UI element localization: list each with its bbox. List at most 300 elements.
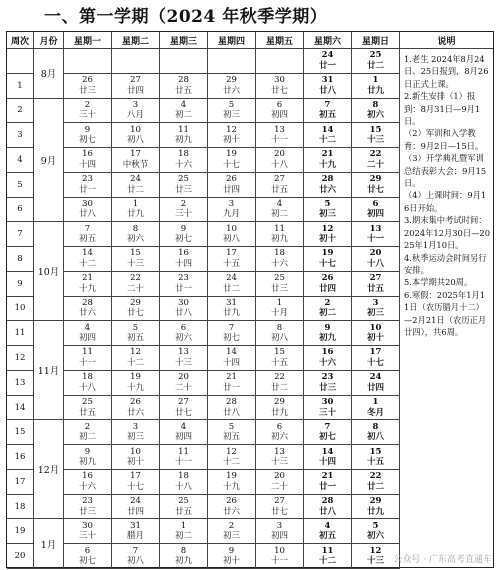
lunar-date: 十五 xyxy=(366,457,384,468)
day-cell xyxy=(304,247,352,272)
solar-date: 27 xyxy=(178,397,189,407)
day-cell xyxy=(352,371,400,396)
lunar-date: 三十 xyxy=(78,110,96,121)
lunar-date: 廿四 xyxy=(126,506,144,517)
day-cell xyxy=(64,173,112,198)
solar-date: 24 xyxy=(369,372,382,383)
day-cell xyxy=(256,470,304,495)
day-cell xyxy=(208,222,256,247)
lunar-date: 冬月 xyxy=(366,407,384,418)
solar-date: 25 xyxy=(369,50,382,61)
lunar-date: 初九 xyxy=(174,556,192,567)
lunar-date: 初八 xyxy=(366,432,384,443)
lunar-date: 初十 xyxy=(222,135,240,146)
header-cell: 星期六 xyxy=(304,32,352,49)
day-cell xyxy=(64,272,112,297)
week-number-cell: 16 xyxy=(7,445,34,470)
day-cell xyxy=(352,49,400,74)
solar-date: 12 xyxy=(226,124,237,135)
solar-date: 9 xyxy=(84,124,91,135)
lunar-date: 十五 xyxy=(270,357,288,368)
solar-date: 2 xyxy=(180,198,187,209)
lunar-date: 十七 xyxy=(126,481,144,492)
lunar-date: 十六 xyxy=(78,481,96,492)
lunar-date: 廿四 xyxy=(126,85,144,96)
day-cell xyxy=(208,49,256,74)
solar-date: 29 xyxy=(369,174,382,185)
day-cell xyxy=(304,222,352,247)
day-cell xyxy=(304,495,352,520)
lunar-date: 二十 xyxy=(174,382,192,393)
week-number-cell: 3 xyxy=(7,123,34,148)
day-cell xyxy=(352,198,400,223)
lunar-date: 廿二 xyxy=(366,60,384,71)
lunar-date: 初七 xyxy=(78,556,96,567)
lunar-date: 廿三 xyxy=(270,283,288,294)
solar-date: 1 xyxy=(180,520,187,531)
solar-date: 6 xyxy=(276,99,283,110)
day-cell xyxy=(160,321,208,346)
solar-date: 15 xyxy=(369,124,382,135)
solar-date: 4 xyxy=(180,99,187,110)
day-cell xyxy=(208,123,256,148)
day-cell xyxy=(160,173,208,198)
solar-date: 17 xyxy=(226,248,237,259)
day-cell xyxy=(112,445,160,470)
solar-date: 9 xyxy=(324,322,331,333)
lunar-date: 初二 xyxy=(174,110,192,121)
solar-date: 7 xyxy=(228,322,235,333)
header-cell: 说明 xyxy=(400,32,493,49)
solar-date: 26 xyxy=(130,397,141,407)
day-cell xyxy=(64,321,112,346)
day-cell xyxy=(304,396,352,421)
day-cell xyxy=(256,74,304,99)
day-cell xyxy=(112,173,160,198)
day-cell xyxy=(256,173,304,198)
day-cell xyxy=(352,470,400,495)
day-cell xyxy=(208,99,256,124)
solar-date: 20 xyxy=(178,372,189,383)
lunar-date: 初八 xyxy=(222,234,240,245)
week-number-cell: 6 xyxy=(7,198,34,223)
day-cell xyxy=(352,519,400,544)
lunar-date: 廿七 xyxy=(366,184,384,195)
solar-date: 3 xyxy=(228,198,235,209)
lunar-date: 初二 xyxy=(318,308,336,319)
day-cell xyxy=(304,198,352,223)
lunar-date: 八月 xyxy=(126,110,144,121)
solar-date: 15 xyxy=(130,248,141,259)
lunar-date: 十二 xyxy=(222,457,240,468)
day-cell xyxy=(64,148,112,173)
solar-date: 13 xyxy=(274,446,285,457)
week-number-cell: 13 xyxy=(7,371,34,396)
lunar-date: 中秋节 xyxy=(122,159,149,170)
lunar-date: 腊月 xyxy=(126,531,144,542)
solar-date: 16 xyxy=(82,149,93,160)
week-number-cell: 18 xyxy=(7,495,34,520)
lunar-date: 廿八 xyxy=(318,506,336,517)
lunar-date: 初九 xyxy=(78,457,96,468)
solar-date: 13 xyxy=(178,347,189,358)
solar-date: 10 xyxy=(369,322,382,333)
solar-date: 16 xyxy=(321,347,334,358)
lunar-date: 廿一 xyxy=(318,481,336,492)
day-cell xyxy=(112,99,160,124)
solar-date: 19 xyxy=(130,372,141,383)
day-cell xyxy=(64,247,112,272)
week-number-cell: 17 xyxy=(7,470,34,495)
day-cell xyxy=(208,321,256,346)
day-cell xyxy=(64,445,112,470)
lunar-date: 初二 xyxy=(174,531,192,542)
solar-date: 4 xyxy=(84,322,91,333)
day-cell xyxy=(160,99,208,124)
month-label-cell: 1月 xyxy=(34,519,64,569)
solar-date: 12 xyxy=(369,545,382,556)
lunar-date: 初六 xyxy=(174,333,192,344)
lunar-date: 十九 xyxy=(78,283,96,294)
lunar-date: 廿一 xyxy=(222,382,240,393)
day-cell xyxy=(256,396,304,421)
day-cell xyxy=(256,148,304,173)
week-number-cell xyxy=(7,49,34,74)
day-cell xyxy=(112,321,160,346)
lunar-date: 十八 xyxy=(366,258,384,269)
note-paragraph: 2.新生安排（1）报到：8月31日—9月1日。 xyxy=(404,91,481,127)
day-cell xyxy=(304,173,352,198)
lunar-date: 初七 xyxy=(78,135,96,146)
day-cell xyxy=(304,272,352,297)
lunar-date: 初四 xyxy=(174,432,192,443)
lunar-date: 初五 xyxy=(318,531,336,542)
solar-date: 21 xyxy=(321,149,334,160)
lunar-date: 十七 xyxy=(222,159,240,170)
lunar-date: 十六 xyxy=(174,159,192,170)
solar-date: 26 xyxy=(82,75,93,86)
lunar-date: 初二 xyxy=(270,209,288,220)
solar-date: 2 xyxy=(324,297,331,308)
solar-date: 8 xyxy=(372,99,379,110)
day-cell xyxy=(352,123,400,148)
day-cell xyxy=(256,198,304,223)
week-number-cell: 2 xyxy=(7,99,34,124)
week-number-cell: 20 xyxy=(7,544,34,569)
solar-date: 23 xyxy=(321,372,334,383)
day-cell xyxy=(304,445,352,470)
lunar-date: 初四 xyxy=(270,531,288,542)
lunar-date: 十五 xyxy=(222,258,240,269)
lunar-date: 廿四 xyxy=(318,283,336,294)
lunar-date: 十八 xyxy=(270,159,288,170)
solar-date: 12 xyxy=(321,223,334,234)
solar-date: 12 xyxy=(130,347,141,358)
solar-date: 4 xyxy=(276,198,283,209)
solar-date: 20 xyxy=(274,471,285,482)
day-cell xyxy=(208,445,256,470)
note-paragraph: （4）上课时间：9月16日开始。 xyxy=(404,190,487,213)
lunar-date: 十八 xyxy=(174,481,192,492)
note-paragraph: 6.寒假：2025年1月11日（农历腊月十二）—2月21日（农历正月廿四），共6周。 xyxy=(404,289,487,337)
solar-date: 23 xyxy=(178,273,189,284)
week-number-cell: 11 xyxy=(7,321,34,346)
solar-date: 18 xyxy=(274,248,285,259)
lunar-date: 十三 xyxy=(174,357,192,368)
month-label-cell: 8月 xyxy=(34,49,64,99)
day-cell xyxy=(160,148,208,173)
solar-date: 20 xyxy=(369,248,382,259)
lunar-date: 初五 xyxy=(78,234,96,245)
day-cell xyxy=(256,495,304,520)
note-paragraph: 3.期末集中考试时间：2024年12月30日—2025年1月10日。 xyxy=(404,215,490,251)
solar-date: 3 xyxy=(132,99,139,110)
solar-date: 18 xyxy=(178,471,189,482)
lunar-date: 初六 xyxy=(270,432,288,443)
lunar-date: 廿六 xyxy=(78,308,96,319)
solar-date: 22 xyxy=(369,471,382,482)
day-cell xyxy=(160,74,208,99)
lunar-date: 廿一 xyxy=(318,60,336,71)
solar-date: 7 xyxy=(132,545,139,556)
day-cell xyxy=(64,495,112,520)
lunar-date: 廿八 xyxy=(78,209,96,220)
lunar-date: 廿五 xyxy=(366,283,384,294)
lunar-date: 廿一 xyxy=(78,184,96,195)
solar-date: 18 xyxy=(82,372,93,383)
lunar-date: 廿三 xyxy=(78,506,96,517)
solar-date: 2 xyxy=(228,520,235,531)
day-cell xyxy=(160,346,208,371)
solar-date: 11 xyxy=(321,545,334,556)
day-cell xyxy=(304,519,352,544)
day-cell xyxy=(256,445,304,470)
solar-date: 27 xyxy=(274,174,285,185)
day-cell xyxy=(208,519,256,544)
solar-date: 11 xyxy=(178,446,189,457)
lunar-date: 廿九 xyxy=(366,506,384,517)
day-cell xyxy=(352,173,400,198)
lunar-date: 十三 xyxy=(366,135,384,146)
week-number-cell: 9 xyxy=(7,272,34,297)
day-cell xyxy=(256,297,304,322)
solar-date: 11 xyxy=(274,223,285,234)
solar-date: 8 xyxy=(132,223,139,234)
lunar-date: 十四 xyxy=(174,258,192,269)
lunar-date: 廿七 xyxy=(270,85,288,96)
lunar-date: 廿七 xyxy=(174,407,192,418)
solar-date: 30 xyxy=(82,520,93,531)
lunar-date: 初十 xyxy=(318,234,336,245)
day-cell xyxy=(160,495,208,520)
day-cell xyxy=(112,371,160,396)
lunar-date: 廿八 xyxy=(222,407,240,418)
lunar-date: 初三 xyxy=(366,308,384,319)
week-number-cell: 1 xyxy=(7,74,34,99)
lunar-date: 十九 xyxy=(318,159,336,170)
lunar-date: 初九 xyxy=(318,333,336,344)
lunar-date: 初七 xyxy=(318,432,336,443)
lunar-date: 十二 xyxy=(318,556,336,567)
day-cell xyxy=(208,396,256,421)
day-cell xyxy=(304,371,352,396)
day-cell xyxy=(352,420,400,445)
lunar-date: 廿六 xyxy=(222,85,240,96)
day-cell xyxy=(160,420,208,445)
day-cell xyxy=(352,222,400,247)
lunar-date: 廿二 xyxy=(126,184,144,195)
solar-date: 18 xyxy=(178,149,189,160)
lunar-date: 廿三 xyxy=(174,184,192,195)
month-label-cell: 9月 xyxy=(34,99,64,223)
solar-date: 8 xyxy=(372,421,379,432)
solar-date: 8 xyxy=(276,322,283,333)
solar-date: 3 xyxy=(276,520,283,531)
day-cell xyxy=(304,49,352,74)
day-cell xyxy=(160,222,208,247)
day-cell xyxy=(304,123,352,148)
solar-date: 24 xyxy=(321,50,334,61)
notes-cell xyxy=(400,49,493,569)
solar-date: 6 xyxy=(276,421,283,432)
solar-date: 1 xyxy=(276,297,283,308)
day-cell xyxy=(256,99,304,124)
day-cell xyxy=(208,495,256,520)
lunar-date: 十二 xyxy=(318,135,336,146)
solar-date: 30 xyxy=(321,397,334,407)
lunar-date: 初七 xyxy=(174,234,192,245)
week-number-cell: 4 xyxy=(7,148,34,173)
week-number-cell: 8 xyxy=(7,247,34,272)
lunar-date: 廿九 xyxy=(366,85,384,96)
day-cell xyxy=(160,247,208,272)
day-cell xyxy=(112,272,160,297)
lunar-date: 十四 xyxy=(78,159,96,170)
header-cell: 星期二 xyxy=(112,32,160,49)
solar-date: 28 xyxy=(321,174,334,185)
lunar-date: 三十 xyxy=(318,407,336,418)
lunar-date: 三十 xyxy=(174,209,192,220)
solar-date: 9 xyxy=(180,223,187,234)
solar-date: 19 xyxy=(226,149,237,160)
lunar-date: 十月 xyxy=(270,308,288,319)
day-cell xyxy=(256,544,304,569)
solar-date: 4 xyxy=(324,520,331,531)
solar-date: 4 xyxy=(180,421,187,432)
solar-date: 11 xyxy=(178,124,189,135)
day-cell xyxy=(208,420,256,445)
solar-date: 2 xyxy=(84,421,91,432)
lunar-date: 初六 xyxy=(366,531,384,542)
lunar-date: 三十 xyxy=(78,531,96,542)
note-paragraph: 4.秋季运动会时间另行安排。 xyxy=(404,252,487,275)
solar-date: 5 xyxy=(228,99,235,110)
solar-date: 21 xyxy=(321,471,334,482)
lunar-date: 二十 xyxy=(270,481,288,492)
lunar-date: 十三 xyxy=(270,457,288,468)
lunar-date: 初二 xyxy=(78,432,96,443)
note-paragraph: 5.本学期共20周。 xyxy=(404,277,473,288)
solar-date: 24 xyxy=(226,273,237,284)
day-cell xyxy=(208,173,256,198)
lunar-date: 初六 xyxy=(126,234,144,245)
solar-date: 3 xyxy=(372,297,379,308)
solar-date: 26 xyxy=(226,496,237,507)
day-cell xyxy=(160,297,208,322)
solar-date: 24 xyxy=(130,174,141,185)
week-number-cell: 7 xyxy=(7,222,34,247)
solar-date: 29 xyxy=(226,75,237,86)
lunar-date: 十八 xyxy=(78,382,96,393)
day-cell xyxy=(112,148,160,173)
lunar-date: 初八 xyxy=(126,135,144,146)
solar-date: 21 xyxy=(226,372,237,383)
week-number-cell: 12 xyxy=(7,346,34,371)
day-cell xyxy=(304,420,352,445)
solar-date: 25 xyxy=(82,397,93,407)
lunar-date: 初四 xyxy=(78,333,96,344)
lunar-date: 十九 xyxy=(126,382,144,393)
lunar-date: 廿九 xyxy=(126,209,144,220)
day-cell xyxy=(64,396,112,421)
lunar-date: 初十 xyxy=(366,333,384,344)
day-cell xyxy=(64,346,112,371)
day-cell xyxy=(112,74,160,99)
solar-date: 29 xyxy=(274,397,285,407)
day-cell xyxy=(352,396,400,421)
solar-date: 26 xyxy=(321,273,334,284)
day-cell xyxy=(352,297,400,322)
day-cell xyxy=(64,99,112,124)
lunar-date: 初四 xyxy=(270,110,288,121)
lunar-date: 廿二 xyxy=(222,283,240,294)
solar-date: 31 xyxy=(130,520,141,531)
lunar-date: 十一 xyxy=(270,135,288,146)
day-cell xyxy=(112,123,160,148)
day-cell xyxy=(208,198,256,223)
solar-date: 19 xyxy=(226,471,237,482)
solar-date: 6 xyxy=(84,545,91,556)
header-cell: 月份 xyxy=(34,32,64,49)
day-cell xyxy=(64,297,112,322)
lunar-date: 廿六 xyxy=(126,407,144,418)
solar-date: 25 xyxy=(178,496,189,507)
day-cell xyxy=(304,544,352,569)
lunar-date: 廿七 xyxy=(270,506,288,517)
day-cell xyxy=(256,420,304,445)
solar-date: 28 xyxy=(82,297,93,308)
day-cell xyxy=(208,297,256,322)
day-cell xyxy=(112,470,160,495)
solar-date: 3 xyxy=(132,421,139,432)
lunar-date: 初四 xyxy=(366,209,384,220)
lunar-date: 廿五 xyxy=(174,506,192,517)
lunar-date: 廿一 xyxy=(174,283,192,294)
lunar-date: 廿八 xyxy=(318,85,336,96)
day-cell xyxy=(256,123,304,148)
solar-date: 10 xyxy=(274,545,285,556)
day-cell xyxy=(208,346,256,371)
lunar-date: 初八 xyxy=(270,333,288,344)
semester-calendar-table xyxy=(6,31,494,568)
day-cell xyxy=(352,247,400,272)
day-cell xyxy=(160,396,208,421)
day-cell xyxy=(352,99,400,124)
solar-date: 16 xyxy=(82,471,93,482)
solar-date: 15 xyxy=(274,347,285,358)
day-cell xyxy=(160,49,208,74)
day-cell xyxy=(160,470,208,495)
